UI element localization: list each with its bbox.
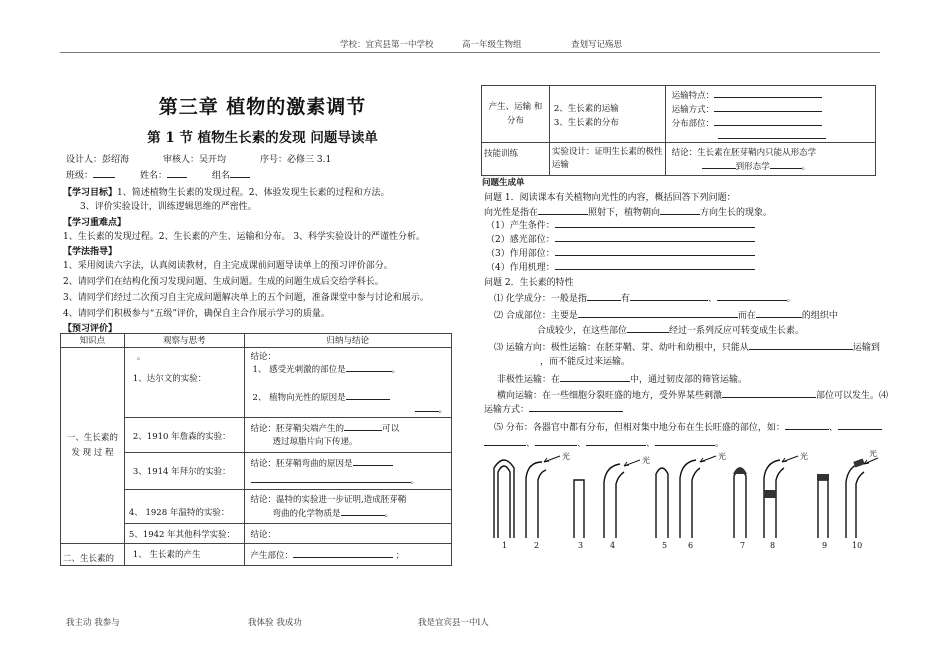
skill-task: 实验设计：证明生长素的极性运输 [549, 143, 665, 176]
coleoptile-figure [482, 450, 882, 550]
coleoptile-3 [574, 480, 584, 538]
obs-1942: 5、1942 年其他科学实验： [128, 530, 236, 540]
coleoptile-6 [680, 460, 700, 538]
conclusion-line: 透过琼脂片向下传递。 [272, 437, 358, 447]
agar-block-9 [817, 474, 829, 480]
blank-line: 。 [251, 473, 420, 486]
light-arrow [782, 456, 798, 462]
conclusion-line: 1、 感受光刺激的部位是 。 [253, 362, 401, 375]
col-header: 观察与思考 [124, 334, 244, 348]
light-arrow [544, 456, 560, 462]
obs-paal: 3、1914 年拜尔的实验： [132, 467, 231, 477]
coleoptile-2 [526, 462, 546, 538]
header-school: 学校：宜宾县第一中学校 [340, 40, 434, 50]
agar-block-10 [853, 458, 864, 467]
transport-table [481, 85, 876, 176]
dot-mark: 。 [136, 352, 146, 362]
coleoptile-10 [846, 464, 864, 538]
keypoints-line: 1、生长素的发现过程。2、生长素的产生、运输和分布。 3、科学实验设计的严谨性分析。 [63, 232, 426, 242]
sequence: 序号：必修三 3.1 [260, 155, 332, 165]
preview-table [60, 333, 452, 566]
blank-line [718, 129, 826, 142]
table-row [124, 453, 244, 490]
table-row [244, 418, 451, 453]
transport-feature: 运输特点： [672, 88, 823, 101]
table-row [665, 143, 875, 176]
chapter-title: 第三章 植物的激素调节 [158, 96, 367, 118]
q1-item: （1）产生条件： [486, 218, 755, 231]
figure-number: 7 [740, 541, 746, 550]
coleoptile-5 [656, 468, 668, 538]
section-label: 二、生长素的 [63, 554, 115, 564]
table-row [665, 86, 875, 143]
problems-heading: 问题生成单 [482, 178, 525, 188]
footer-right: 我是宜宾县一中l人 [418, 618, 489, 628]
goals-line2: 3、评价实验设计，训练逻辑思维的严密性。 [80, 202, 257, 212]
table-row [244, 490, 451, 524]
property-5b: 运输方式： [484, 402, 623, 415]
distribution-item: 3、生长素的分布 [553, 118, 619, 128]
coleoptile-8 [764, 460, 784, 538]
property-4: 非极性运输：在 中，通过韧皮部的筛管运输。 [497, 372, 747, 385]
figure-number: 3 [578, 541, 584, 550]
table-row [124, 348, 244, 418]
q1-item: （2）感光部位： [486, 232, 755, 245]
footer-left: 我主动 我参与 [66, 618, 120, 628]
skill-conclusion: 到形态学 。 [702, 159, 811, 172]
coleoptile-7 [734, 470, 746, 538]
figure-number: 2 [534, 541, 540, 550]
conclusion-line: 2、 植物向光性的原因是 [253, 390, 390, 403]
table-row [124, 524, 244, 544]
table-row [244, 524, 451, 544]
foil-cap-7 [733, 467, 747, 474]
obs-production: 1、 生长素的产生 [132, 550, 201, 560]
light-arrow [624, 460, 640, 466]
col-header: 归纳与结论 [244, 334, 451, 348]
transport-mode: 运输方式： [672, 102, 823, 115]
figure-number: 4 [610, 541, 616, 550]
production-site: 产生部位： ； [251, 548, 405, 561]
table-row [244, 453, 451, 490]
q1-item: （4）作用机理： [486, 260, 755, 273]
method-item: 2、请同学们在结构化预习发现问题、生成问题。生成的问题生成后交给学科长。 [63, 277, 384, 287]
section-title: 第 1 节 植物生长素的发现 问题导读单 [147, 130, 378, 146]
q2: 问题 2．生长素的特性 [484, 278, 574, 288]
conclusion-label: 结论： [250, 352, 277, 362]
light-label: 光 [642, 456, 650, 465]
skill-conclusion: 结论：生长素在胚芽鞘内只能从形态学 [671, 148, 817, 158]
name-field: 姓名： [140, 168, 187, 181]
conclusion-line: 结论：胚芽鞘弯曲的原因是 [251, 456, 393, 469]
q1-item: （3）作用部位： [486, 246, 755, 259]
designer: 设计人：彭绍海 [66, 155, 130, 165]
property-2b: 合成较少，在这些部位 经过一系列反应可转变成生长素。 [537, 323, 804, 336]
q1-line: 向光性是指在 照射下，植物朝向 方向生长的现象。 [484, 205, 772, 218]
property-3b: ，而不能反过来运输。 [540, 357, 631, 367]
figure-number: 9 [822, 541, 828, 550]
light-arrow [700, 456, 716, 462]
coleoptile-1 [494, 460, 514, 538]
property-1: ⑴ 化学成分：一般是指 有 、 。 [494, 291, 796, 304]
obs-darwin: 1、达尔文的实验： [132, 374, 207, 384]
property-2: ⑵ 合成部位：主要是 而在 的组织中 [494, 308, 838, 321]
table-row [124, 418, 244, 453]
col-header: 知识点 [61, 334, 125, 348]
keypoints-label: 【学习重难点】 [63, 218, 127, 228]
property-6: ⑸ 分布：各器官中都有分布，但相对集中地分布在生长旺盛的部位，如： 、 [494, 420, 882, 433]
section-discovery: 一、生长素的发 现 过 程 [61, 348, 125, 544]
footer-mid: 我体验 我成功 [248, 618, 302, 628]
light-arrow [864, 458, 878, 464]
method-item: 4、请同学们积极参与“五级”评价，确保自主合作展示学习的质量。 [63, 309, 330, 319]
coleoptile-9 [818, 480, 828, 538]
distribution-site: 分布部位： [672, 116, 823, 129]
property-3: ⑶ 运输方向：极性运输：在胚芽鞘、芽、幼叶和幼根中，只能从 运输到 [494, 340, 880, 353]
goals-line1: 【学习目标】1、简述植物生长素的发现过程。2、体验发现生长素的过程和方法。 [63, 188, 390, 198]
light-label: 光 [718, 452, 726, 461]
q1: 问题 1．阅读课本有关植物向光性的内容，概括回答下列问题： [484, 193, 736, 203]
conclusion-line: 结论：温特的实验进一步证明,造成胚芽鞘 [250, 495, 407, 505]
table-row [244, 348, 451, 418]
light-label: 光 [562, 452, 570, 461]
section-distribution [61, 544, 125, 566]
light-label: 光 [800, 452, 808, 461]
class-field: 班级： [66, 168, 115, 181]
method-label: 【学法指导】 [63, 247, 118, 257]
figure-number: 5 [662, 541, 668, 550]
figure-number: 8 [770, 541, 776, 550]
blank-line: 。 [415, 402, 448, 415]
property-5: 横向运输：在一些细胞分裂旺盛的地方，受外界某些刺激 部位可以发生。⑷ [497, 388, 888, 401]
header-group: 高一年级生物组 [462, 40, 522, 50]
header-author: 查划写记殇思 [571, 40, 623, 50]
figure-number: 1 [502, 541, 508, 550]
table-row [549, 86, 665, 143]
conclusion-line: 结论：胚芽鞘尖端产生的 可以 [251, 421, 400, 434]
property-6b: 、 、 、 。 [484, 436, 724, 449]
reviewer: 审核人：吴开均 [163, 155, 227, 165]
table-row [244, 544, 451, 566]
coleoptile-4 [604, 464, 624, 538]
transport-label: 产生、运输 和 分布 [482, 86, 550, 143]
conclusion-line: 弯曲的化学物质是 。 [273, 506, 394, 519]
method-item: 1、采用阅读六字法，认真阅读教材，自主完成课前问题导读单上的预习评价部分。 [63, 261, 393, 271]
figure-number: 6 [688, 541, 694, 550]
obs-jensen: 2、1910 年詹森的实验： [132, 432, 231, 442]
obs-went: 4、 1928 年温特的实验： [128, 508, 230, 518]
method-item: 3、请同学们经过二次预习自主完成问题解决单上的五个问题，准备课堂中参与讨论和展示。 [63, 293, 429, 303]
header-divider [60, 52, 880, 53]
skill-label: 技能训练 [482, 143, 550, 176]
transport-item: 2、生长素的运输 [553, 104, 619, 114]
foil-band-8 [764, 490, 776, 498]
group-field: 组名 [212, 168, 250, 181]
table-row [124, 544, 244, 566]
figure-number: 10 [852, 541, 863, 550]
table-row [124, 490, 244, 524]
preview-label: 【预习评价】 [63, 324, 118, 334]
light-label: 光 [869, 450, 877, 458]
conclusion-label: 结论： [250, 530, 277, 540]
